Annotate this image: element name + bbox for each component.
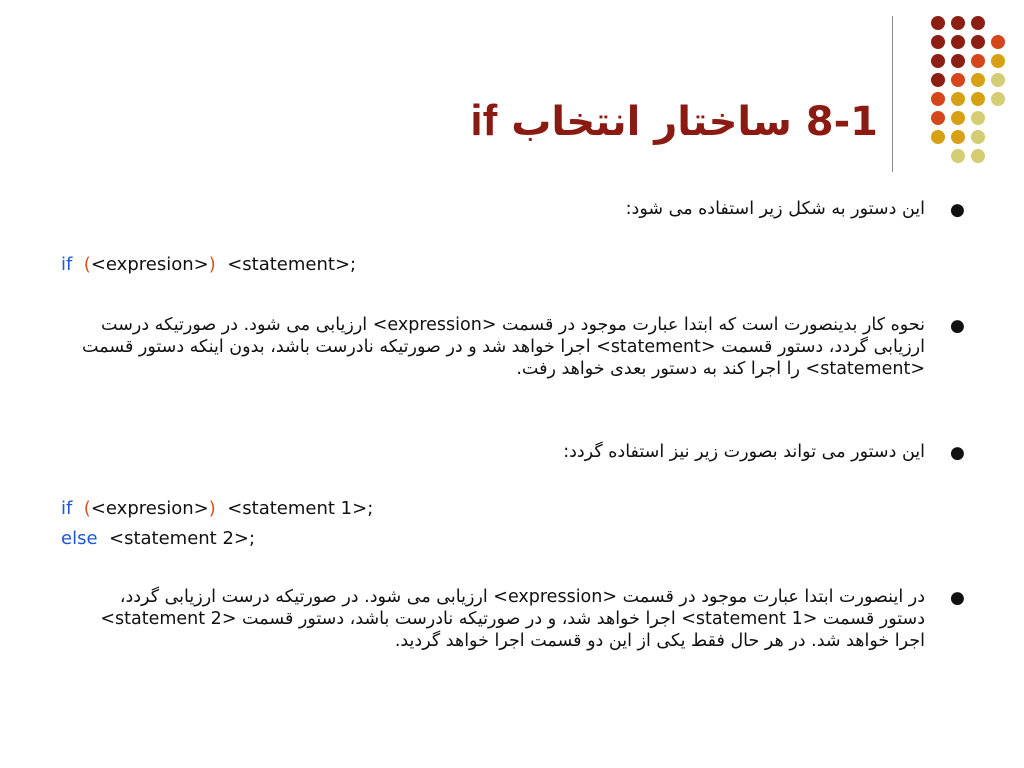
decorative-dot bbox=[951, 35, 965, 49]
bullet-marker: ● bbox=[950, 200, 965, 220]
decorative-dot bbox=[971, 54, 985, 68]
bullet-4: در اینصورت ابتدا عبارت موجود در قسمت <expression> ارزیابی می شود. در صورتیکه درست ارزیابی گردد، دستور قسمت <statement 1> اجرا خواهد شد، و در صورتیکه نادرست باشد، دستور قسمت <statement 2> اجرا خواهد شد. در هر حال فقط یکی از این دو قسمت اجرا خواهد گردید. bbox=[100, 587, 925, 651]
decorative-dot bbox=[951, 54, 965, 68]
decorative-dot bbox=[951, 149, 965, 163]
decorative-dot bbox=[971, 73, 985, 87]
code-open-paren: ( bbox=[83, 254, 91, 275]
decorative-dot bbox=[931, 16, 945, 30]
decorative-dot bbox=[951, 111, 965, 125]
bullet-marker: ● bbox=[950, 443, 965, 463]
code-line-1 bbox=[61, 252, 356, 278]
code-expression: <expresion> bbox=[90, 498, 209, 519]
bullet-marker: ● bbox=[950, 316, 965, 336]
title-divider-line bbox=[892, 16, 893, 172]
code-close-paren: ) bbox=[208, 254, 216, 275]
decorative-dot bbox=[951, 16, 965, 30]
decorative-dot bbox=[971, 16, 985, 30]
decorative-dot bbox=[951, 92, 965, 106]
decorative-dot bbox=[931, 111, 945, 125]
decorative-dot bbox=[971, 35, 985, 49]
bullet-3: این دستور می تواند بصورت زیر نیز استفاده گردد: bbox=[563, 442, 925, 462]
decorative-dot bbox=[931, 73, 945, 87]
code-statement: <statement>; bbox=[227, 254, 357, 275]
code-keyword-if: if bbox=[61, 498, 73, 519]
decorative-dot bbox=[951, 73, 965, 87]
decorative-dot bbox=[971, 111, 985, 125]
code-keyword-else: else bbox=[61, 528, 98, 549]
decorative-dot bbox=[971, 92, 985, 106]
bullet-1: این دستور به شکل زیر استفاده می شود: bbox=[625, 199, 925, 219]
decorative-dot bbox=[971, 130, 985, 144]
slide-title bbox=[300, 86, 878, 156]
title-number: 8-1 bbox=[805, 99, 878, 145]
code-close-paren: ) bbox=[208, 498, 216, 519]
code-statement: <statement 2>; bbox=[108, 528, 256, 549]
decorative-dot bbox=[931, 130, 945, 144]
code-line-3 bbox=[61, 526, 255, 552]
code-open-paren: ( bbox=[83, 498, 91, 519]
title-keyword: if bbox=[470, 96, 498, 145]
code-line-2 bbox=[61, 496, 373, 522]
code-keyword-if: if bbox=[61, 254, 73, 275]
decorative-dot bbox=[991, 35, 1005, 49]
title-text: ساختار انتخاب bbox=[511, 99, 792, 145]
decorative-dot bbox=[931, 54, 945, 68]
decorative-dot bbox=[991, 73, 1005, 87]
bullet-2: نحوه کار بدینصورت است که ابتدا عبارت موجود در قسمت <expression> ارزیابی می شود. در صورتیکه درست ارزیابی گردد، دستور قسمت <statement> اجرا خواهد شد و در صورتیکه نادرست باشد، بدون اینکه دستور قسمت <statement> را اجرا کند به دستور بعدی خواهد رفت. bbox=[82, 315, 925, 379]
decorative-dot bbox=[931, 35, 945, 49]
decorative-dot bbox=[991, 92, 1005, 106]
code-expression: <expresion> bbox=[90, 254, 209, 275]
decorative-dot bbox=[931, 92, 945, 106]
code-statement: <statement 1>; bbox=[227, 498, 374, 519]
bullet-marker: ● bbox=[950, 588, 965, 608]
decorative-dot bbox=[971, 149, 985, 163]
decorative-dot bbox=[991, 54, 1005, 68]
decorative-dot bbox=[951, 130, 965, 144]
